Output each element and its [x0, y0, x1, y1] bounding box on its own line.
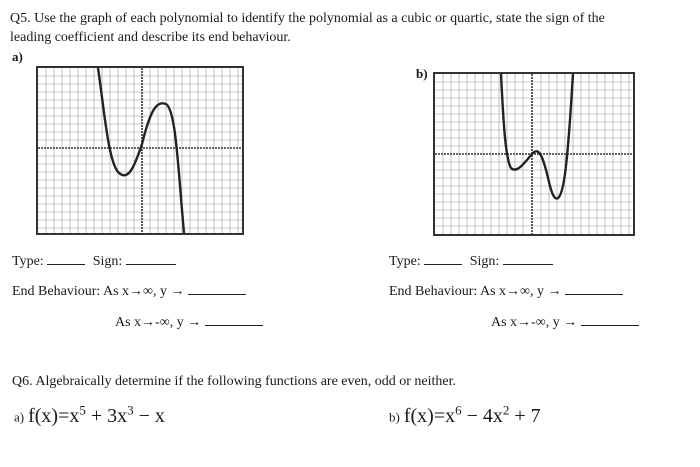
a-end-behaviour-label-2: As x→-∞, y → [115, 315, 202, 330]
q6-a-exp1: 5 [79, 402, 86, 417]
graph-a-frame [36, 66, 244, 235]
b-type-blank[interactable] [424, 252, 462, 265]
q6-b-function [403, 402, 541, 427]
q5-prompt-line2: leading coefficient and describe its end behaviour. [10, 30, 291, 45]
a-end-behaviour-row-1 [12, 282, 246, 300]
b-type-row [389, 252, 553, 270]
graph-a-plot [38, 68, 242, 233]
a-type-blank[interactable] [47, 252, 85, 265]
graph-b-plot [435, 74, 633, 234]
graph-b-frame [433, 72, 635, 236]
b-end-behaviour-blank-2[interactable] [581, 313, 639, 326]
q6-a-exp2: 3 [127, 402, 134, 417]
graph-b-curve [501, 74, 573, 199]
b-sign-blank[interactable] [503, 252, 553, 265]
q6-a-tail: − x [133, 404, 165, 427]
a-end-behaviour-blank-2[interactable] [205, 313, 263, 326]
q5-prompt-line1: Q5. Use the graph of each polynomial to identify the polynomial as a cubic or quartic, state the sign of the [10, 11, 605, 26]
graph-b-label: b) [416, 66, 428, 81]
a-sign-label: Sign: [92, 254, 123, 269]
q6-a-function [28, 402, 165, 427]
a-end-behaviour-row-2 [115, 313, 263, 331]
b-end-behaviour-blank-1[interactable] [565, 282, 623, 295]
q6-b-func-head: f(x)=x [403, 404, 456, 427]
graph-a-curve [98, 68, 184, 233]
b-end-behaviour-label-1: End Behaviour: As x→∞, y → [389, 284, 562, 299]
graph-a-label: a) [12, 49, 23, 64]
q6-b-row [389, 402, 541, 428]
b-end-behaviour-row-1 [389, 282, 623, 300]
q6-b-rest: − 4x [461, 404, 503, 427]
q6-a-label: a) [14, 409, 25, 425]
a-end-behaviour-label-1: End Behaviour: As x→∞, y → [12, 284, 185, 299]
q6-prompt: Q6. Algebraically determine if the following functions are even, odd or neither. [12, 374, 456, 389]
b-type-label: Type: [389, 254, 421, 269]
q6-a-func-head: f(x)=x [28, 404, 80, 427]
q6-a-rest: + 3x [85, 404, 128, 427]
q6-b-exp1: 6 [455, 402, 462, 417]
a-type-label: Type: [12, 254, 44, 269]
b-sign-label: Sign: [469, 254, 500, 269]
a-sign-blank[interactable] [126, 252, 176, 265]
q6-b-tail: + 7 [509, 404, 541, 427]
q6-b-exp2: 2 [502, 402, 510, 417]
a-end-behaviour-blank-1[interactable] [188, 282, 246, 295]
b-end-behaviour-label-2: As x→-∞, y → [491, 315, 578, 330]
b-end-behaviour-row-2 [491, 313, 639, 331]
q6-b-label: b) [389, 409, 400, 425]
a-type-row [12, 252, 176, 270]
q6-a-row [14, 402, 165, 428]
